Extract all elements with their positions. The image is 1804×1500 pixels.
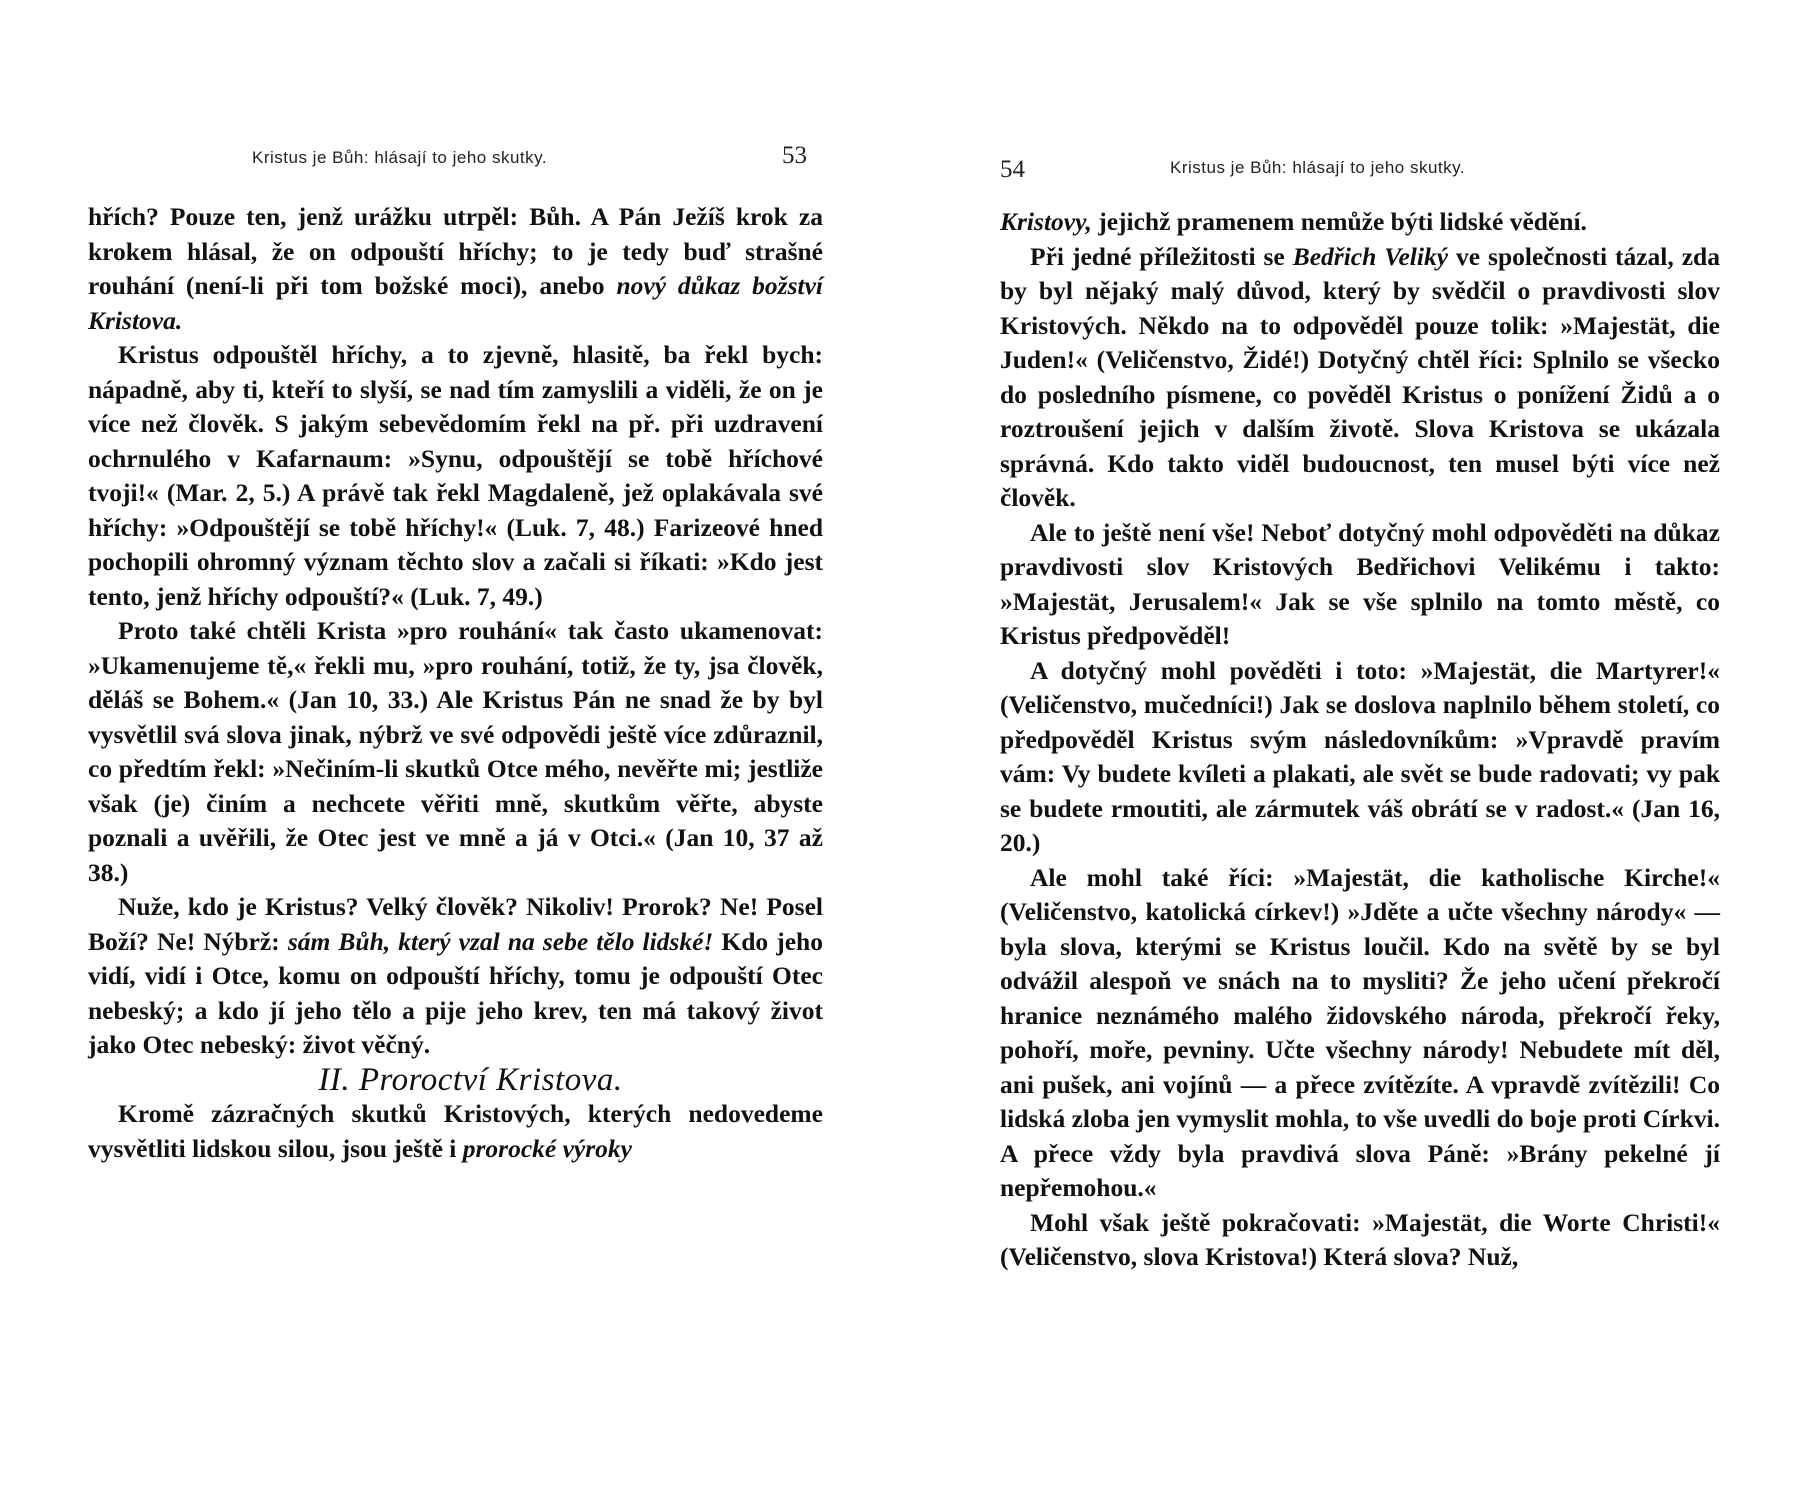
left-page-body bbox=[88, 200, 823, 1166]
paragraph bbox=[1000, 516, 1720, 654]
text-run: Kristus odpouštěl hříchy, a to zjevně, hlasitě, ba řekl bych: nápadně, aby ti, kteří to slyší, se nad tím zamyslili a viděli, že on je více než člověk. S jakým sebevědomím řekl na př. při uzdravení ochrnulého v Kafarnaum: »Synu, odpouštějí se tobě hříchové tvoji!« (Mar. 2, 5.) A právě tak řekl Magdaleně, jež oplakávala své hříchy: »Odpouštějí se tobě hříchy!« (Luk. 7, 48.) Farizeové hned pochopili ohromný význam těchto slov a začali si říkati: »Kdo jest tento, jenž hříchy odpouští?« (Luk. 7, 49.) bbox=[88, 340, 823, 611]
right-page-body bbox=[1000, 205, 1720, 1275]
paragraph bbox=[1000, 861, 1720, 1206]
paragraph bbox=[88, 200, 823, 338]
paragraph bbox=[1000, 1206, 1720, 1275]
text-run: Proto také chtěli Krista »pro rouhání« tak často ukamenovat: »Ukamenujeme tě,« řekli mu, »pro rouhání, totiž, že ty, jsa člověk, děláš se Bohem.« (Jan 10, 33.) Ale Kristus Pán ne snad že by byl vysvětlil svá slova jinak, nýbrž ve své odpovědi ještě více zdůraznil, co předtím řekl: »Nečiním-li skutků Otce mého, nevěřte mi; jestliže však (je) činím a nechcete věřiti mně, skutkům věřte, abyste poznali a uvěřili, že Otec jest ve mně a já v Otci.« (Jan 10, 37 až 38.) bbox=[88, 616, 823, 887]
italic-text: nový důkaz božství Kristova. bbox=[88, 271, 824, 335]
page-number-right: 54 bbox=[1000, 156, 1025, 183]
running-head-right: Kristus je Bůh: hlásají to jeho skutky. bbox=[1170, 158, 1466, 177]
paragraph bbox=[1000, 654, 1720, 861]
page-number-left: 53 bbox=[782, 142, 807, 169]
italic-text: Kristovy, bbox=[1000, 207, 1092, 236]
text-run: Kdo jeho vidí, vidí i Otce, komu on odpouští hříchy, tomu je odpouští Otec nebeský; a kdo jí jeho tělo a pije jeho krev, ten má takový život jako Otec nebeský: život věčný. bbox=[88, 926, 823, 1059]
text-run: jejichž pramenem nemůže býti lidské vědění. bbox=[1091, 207, 1587, 236]
italic-text: prorocké výroky bbox=[462, 1133, 632, 1163]
running-head-left: Kristus je Bůh: hlásají to jeho skutky. bbox=[252, 148, 548, 167]
text-run: Ale to ještě není vše! Neboť dotyčný mohl odpověděti na důkaz pravdivosti slov Kristových Bedřichovi Velikému i takto: »Majestät, Jerusalem!« Jak se vše splnilo na tomto městě, co Kristus předpověděl! bbox=[1000, 517, 1720, 650]
paragraph bbox=[88, 1097, 823, 1166]
paragraph bbox=[1000, 240, 1720, 516]
text-run: hřích? Pouze ten, jenž urážku utrpěl: Bůh. A Pán Ježíš krok za krokem hlásal, že on odpouští hříchy; to je tedy buď strašné rouhání (není-li při tom božské moci), anebo bbox=[88, 202, 823, 300]
text-run: A dotyčný mohl pověděti i toto: »Majestät, die Martyrer!« (Veličenstvo, mučedníci!) Jak se doslova naplnilo během století, co předpověděl Kristus svým následovníkům: »Vpravdě pravím vám: Vy budete kvíleti a plakati, ale svět se bude radovati; vy pak se budete rmoutiti, ale zármutek váš obrátí se v radost.« (Jan 16, 20.) bbox=[1000, 655, 1720, 857]
text-run: Mohl však ještě pokračovati: »Majestät, die Worte Christi!« (Veličenstvo, slova Kristova!) Která slova? Nuž, bbox=[1000, 1207, 1720, 1271]
text-run: Při jedné příležitosti se bbox=[1030, 241, 1293, 271]
text-run: ve společnosti tázal, zda by byl nějaký malý důvod, který by svědčil o pravdivosti slov Kristových. Někdo na to odpověděl pouze tolik: »Majestät, die Juden!« (Veličenstvo, Židé!) Dotyčný chtěl říci: Splnilo se všecko do posledního písmene, co pověděl Kristus o ponížení Židů a o roztroušení jejich v dalším životě. Slova Kristova se ukázala správná. Kdo takto viděl budoucnost, ten musel býti více než člověk. bbox=[1000, 241, 1720, 512]
italic-text: sám Bůh, který vzal na sebe tělo lidské! bbox=[287, 926, 714, 956]
text-run: Ale mohl také říci: »Majestät, die katholische Kirche!« (Veličenstvo, katolická církev!) »Jděte a učte všechny národy« — byla slova, kterými se Kristus loučil. Kdo na světě by se byl odvážil alespoň ve snách na to mysliti? Že jeho učení překročí hranice neznámého malého židovského národa, překročí řeky, pohoří, moře, pevniny. Učte všechny národy! Nebudete mít děl, ani pušek, ani vojínů — a přece zvítězíte. A vpravdě zvítězili! Co lidská zloba jen vymyslit mohla, to vše uvedli do boje proti Církvi. A přece vždy byla pravdivá slova Páně: »Brány pekelné jí nepřemohou.« bbox=[1000, 862, 1720, 1202]
paragraph bbox=[88, 890, 823, 1063]
paragraph bbox=[88, 614, 823, 890]
text-run: Nuže, kdo je Kristus? Velký člověk? Nikoliv! Prorok? Ne! Posel Boží? Ne! Nýbrž: bbox=[88, 892, 823, 956]
text-run: Kromě zázračných skutků Kristových, kterých nedovedeme vysvětliti lidskou silou, jsou ještě i bbox=[88, 1099, 823, 1163]
italic-text: Bedřich Veliký bbox=[1292, 241, 1449, 271]
paragraph bbox=[1000, 205, 1720, 240]
paragraph bbox=[88, 338, 823, 614]
section-title: II. Proroctví Kristova. bbox=[318, 1061, 623, 1098]
